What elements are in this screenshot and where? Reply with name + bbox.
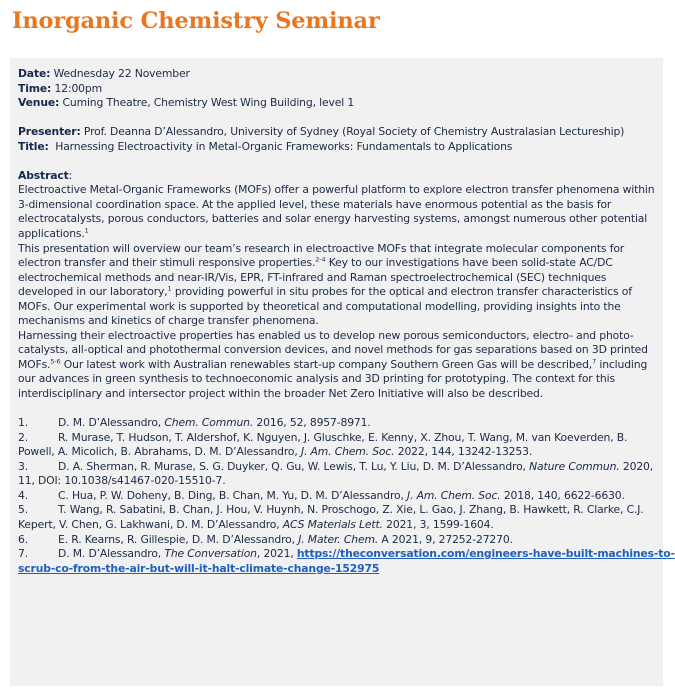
seminar-details-panel [10, 58, 675, 686]
reference-text: 2016, 52, 8957-8971. [253, 416, 371, 430]
reference-number: 5. [18, 503, 29, 517]
time-value: 12:00pm [54, 81, 102, 95]
abstract-text: Electroactive Metal-Organic Frameworks (MOFs) offer a powerful platform to explore electron transfer phenomena within 3-dimensional coordination space. At the applied level, these materials have enormous potential as the basis for electrocatalysts, porous conductors, batteries and solar energy harvesting systems, amongst numerous other potential applications. [18, 183, 655, 241]
talk-title-label: Title: [18, 139, 49, 153]
reference-number: 6. [18, 532, 29, 546]
presenter-row [18, 125, 655, 140]
reference-text: R. Murase, T. Hudson, T. Aldershof, K. Nguyen, J. Gluschke, E. Kenny, X. Zhou, T. Wang, M. van Koeverden, B. [58, 430, 628, 444]
reference-text: Kepert, V. Chen, G. Lakhwani, D. M. D’Alessandro, [18, 517, 283, 531]
presenter-value: Prof. Deanna D’Alessandro, University of Sydney (Royal Society of Chemistry Australasian Lectureship) [83, 125, 625, 139]
reference-item [18, 431, 655, 460]
abstract-text: providing powerful in situ probes for the optical and electron transfer characteristics of MOFs. Our experimental work is supported by theoretical and computational modelling, providing insights into the mechanisms and kinetics of charge transfer phenomena. [18, 285, 632, 328]
journal-name: Chem. Commun. [164, 416, 254, 430]
reference-item [18, 547, 675, 576]
time-row [18, 82, 655, 97]
abstract-colon: : [68, 168, 73, 182]
reference-text: C. Hua, P. W. Doheny, B. Ding, B. Chan, M. Yu, D. M. D’Alessandro, [58, 488, 408, 502]
reference-item [18, 460, 655, 489]
citation: 5-6 [50, 357, 61, 366]
abstract-heading [18, 169, 655, 184]
abstract-label: Abstract [18, 168, 69, 182]
time-label: Time: [18, 81, 52, 95]
abstract-text: This presentation will overview our team’s research in electroactive MOFs that integrate molecular components for electron transfer and their stimuli responsive properties. [18, 241, 625, 270]
journal-name: The Conversation [164, 547, 257, 561]
reference-text: 2018, 140, 6622-6630. [500, 488, 625, 502]
reference-number: 3. [18, 459, 29, 473]
reference-text: A 2021, 9, 27252-27270. [378, 532, 513, 546]
venue-label: Venue: [18, 96, 60, 110]
date-value: Wednesday 22 November [53, 67, 190, 80]
date-row [18, 67, 655, 82]
abstract-paragraph-2 [18, 242, 655, 329]
venue-value: Cuming Theatre, Chemistry West Wing Building, level 1 [62, 96, 355, 110]
conversation-article-link[interactable]: https://theconversation.com/engineers-have-built-machines-to- [296, 547, 675, 561]
date-label: Date: [18, 67, 51, 80]
reference-item [18, 489, 655, 504]
reference-text: E. R. Kearns, R. Gillespie, D. M. D’Alessandro, [58, 532, 299, 546]
citation: 7 [592, 357, 597, 366]
abstract-paragraph-3 [18, 329, 655, 402]
reference-text: , 2021, [256, 547, 297, 561]
reference-text: D. A. Sherman, R. Murase, S. G. Duyker, Q. Gu, W. Lewis, T. Lu, Y. Liu, D. M. D’Alessandro, [58, 459, 530, 473]
reference-number: 2. [18, 430, 29, 444]
reference-number: 7. [18, 547, 29, 561]
reference-number: 1. [18, 416, 29, 430]
reference-number: 4. [18, 488, 29, 502]
reference-list [18, 416, 675, 576]
presenter-label: Presenter: [18, 125, 81, 139]
venue-row [18, 96, 655, 111]
abstract-text: Our latest work with Australian renewables start-up company Southern Green Gas will be described, [60, 357, 593, 371]
journal-name: J. Am. Chem. Soc. [300, 445, 395, 459]
citation: 2-4 [315, 255, 326, 264]
reference-text: Powell, A. Micolich, B. Abrahams, D. M. D’Alessandro, [18, 445, 301, 459]
reference-item [18, 416, 655, 431]
page-title: Inorganic Chemistry Seminar [12, 8, 380, 34]
title-row [18, 140, 655, 155]
journal-name: J. Am. Chem. Soc. [407, 488, 501, 502]
citation: 1 [84, 226, 89, 235]
abstract-text: including our advances in green synthesis to technoeconomic analysis and 3D printing for prototyping. The context for this interdisciplinary and intersector project within the broader Net Zero Initiative will also be described. [18, 357, 648, 401]
abstract-text: Key to our investigations have been solid-state AC/DC electrochemical methods and near-IR/Vis, EPR, FT-infrared and Raman spectroelectrochemical (SEC) techniques developed in our laboratory, [18, 256, 613, 299]
journal-name: ACS Materials Lett. [282, 517, 383, 531]
reference-text: D. M. D’Alessandro, [58, 547, 165, 561]
reference-text: 2020, [619, 459, 654, 473]
journal-name: Nature Commun. [529, 459, 620, 473]
reference-text: 11, DOI: 10.1038/s41467-020-15510-7. [18, 474, 226, 488]
abstract-paragraph-1 [18, 183, 655, 241]
reference-item [18, 533, 655, 548]
reference-text: 2022, 144, 13242-13253. [394, 445, 533, 459]
reference-text: T. Wang, R. Sabatini, B. Chan, J. Hou, V. Huynh, N. Proschogo, Z. Xie, L. Gao, J. Zhang, B. Hawkett, R. Clarke, C.J. [58, 503, 644, 517]
reference-item [18, 503, 655, 532]
abstract-text: Harnessing their electroactive properties has enabled us to develop new porous semiconductors, electro- and photo-catalysts, all-optical and photothermal conversion devices, and novel methods for gas separations based on 3D printed MOFs. [18, 328, 648, 371]
journal-name: J. Mater. Chem. [298, 532, 379, 546]
reference-text: 2021, 3, 1599-1604. [382, 517, 494, 531]
abstract-body [18, 183, 655, 401]
conversation-article-link-continued[interactable]: scrub-co-from-the-air-but-will-it-halt-climate-change-152975 [18, 561, 380, 575]
talk-title-value: Harnessing Electroactivity in Metal-Organic Frameworks: Fundamentals to Applications [55, 139, 513, 153]
reference-text: D. M. D’Alessandro, [58, 416, 165, 430]
citation: 1 [167, 284, 172, 293]
